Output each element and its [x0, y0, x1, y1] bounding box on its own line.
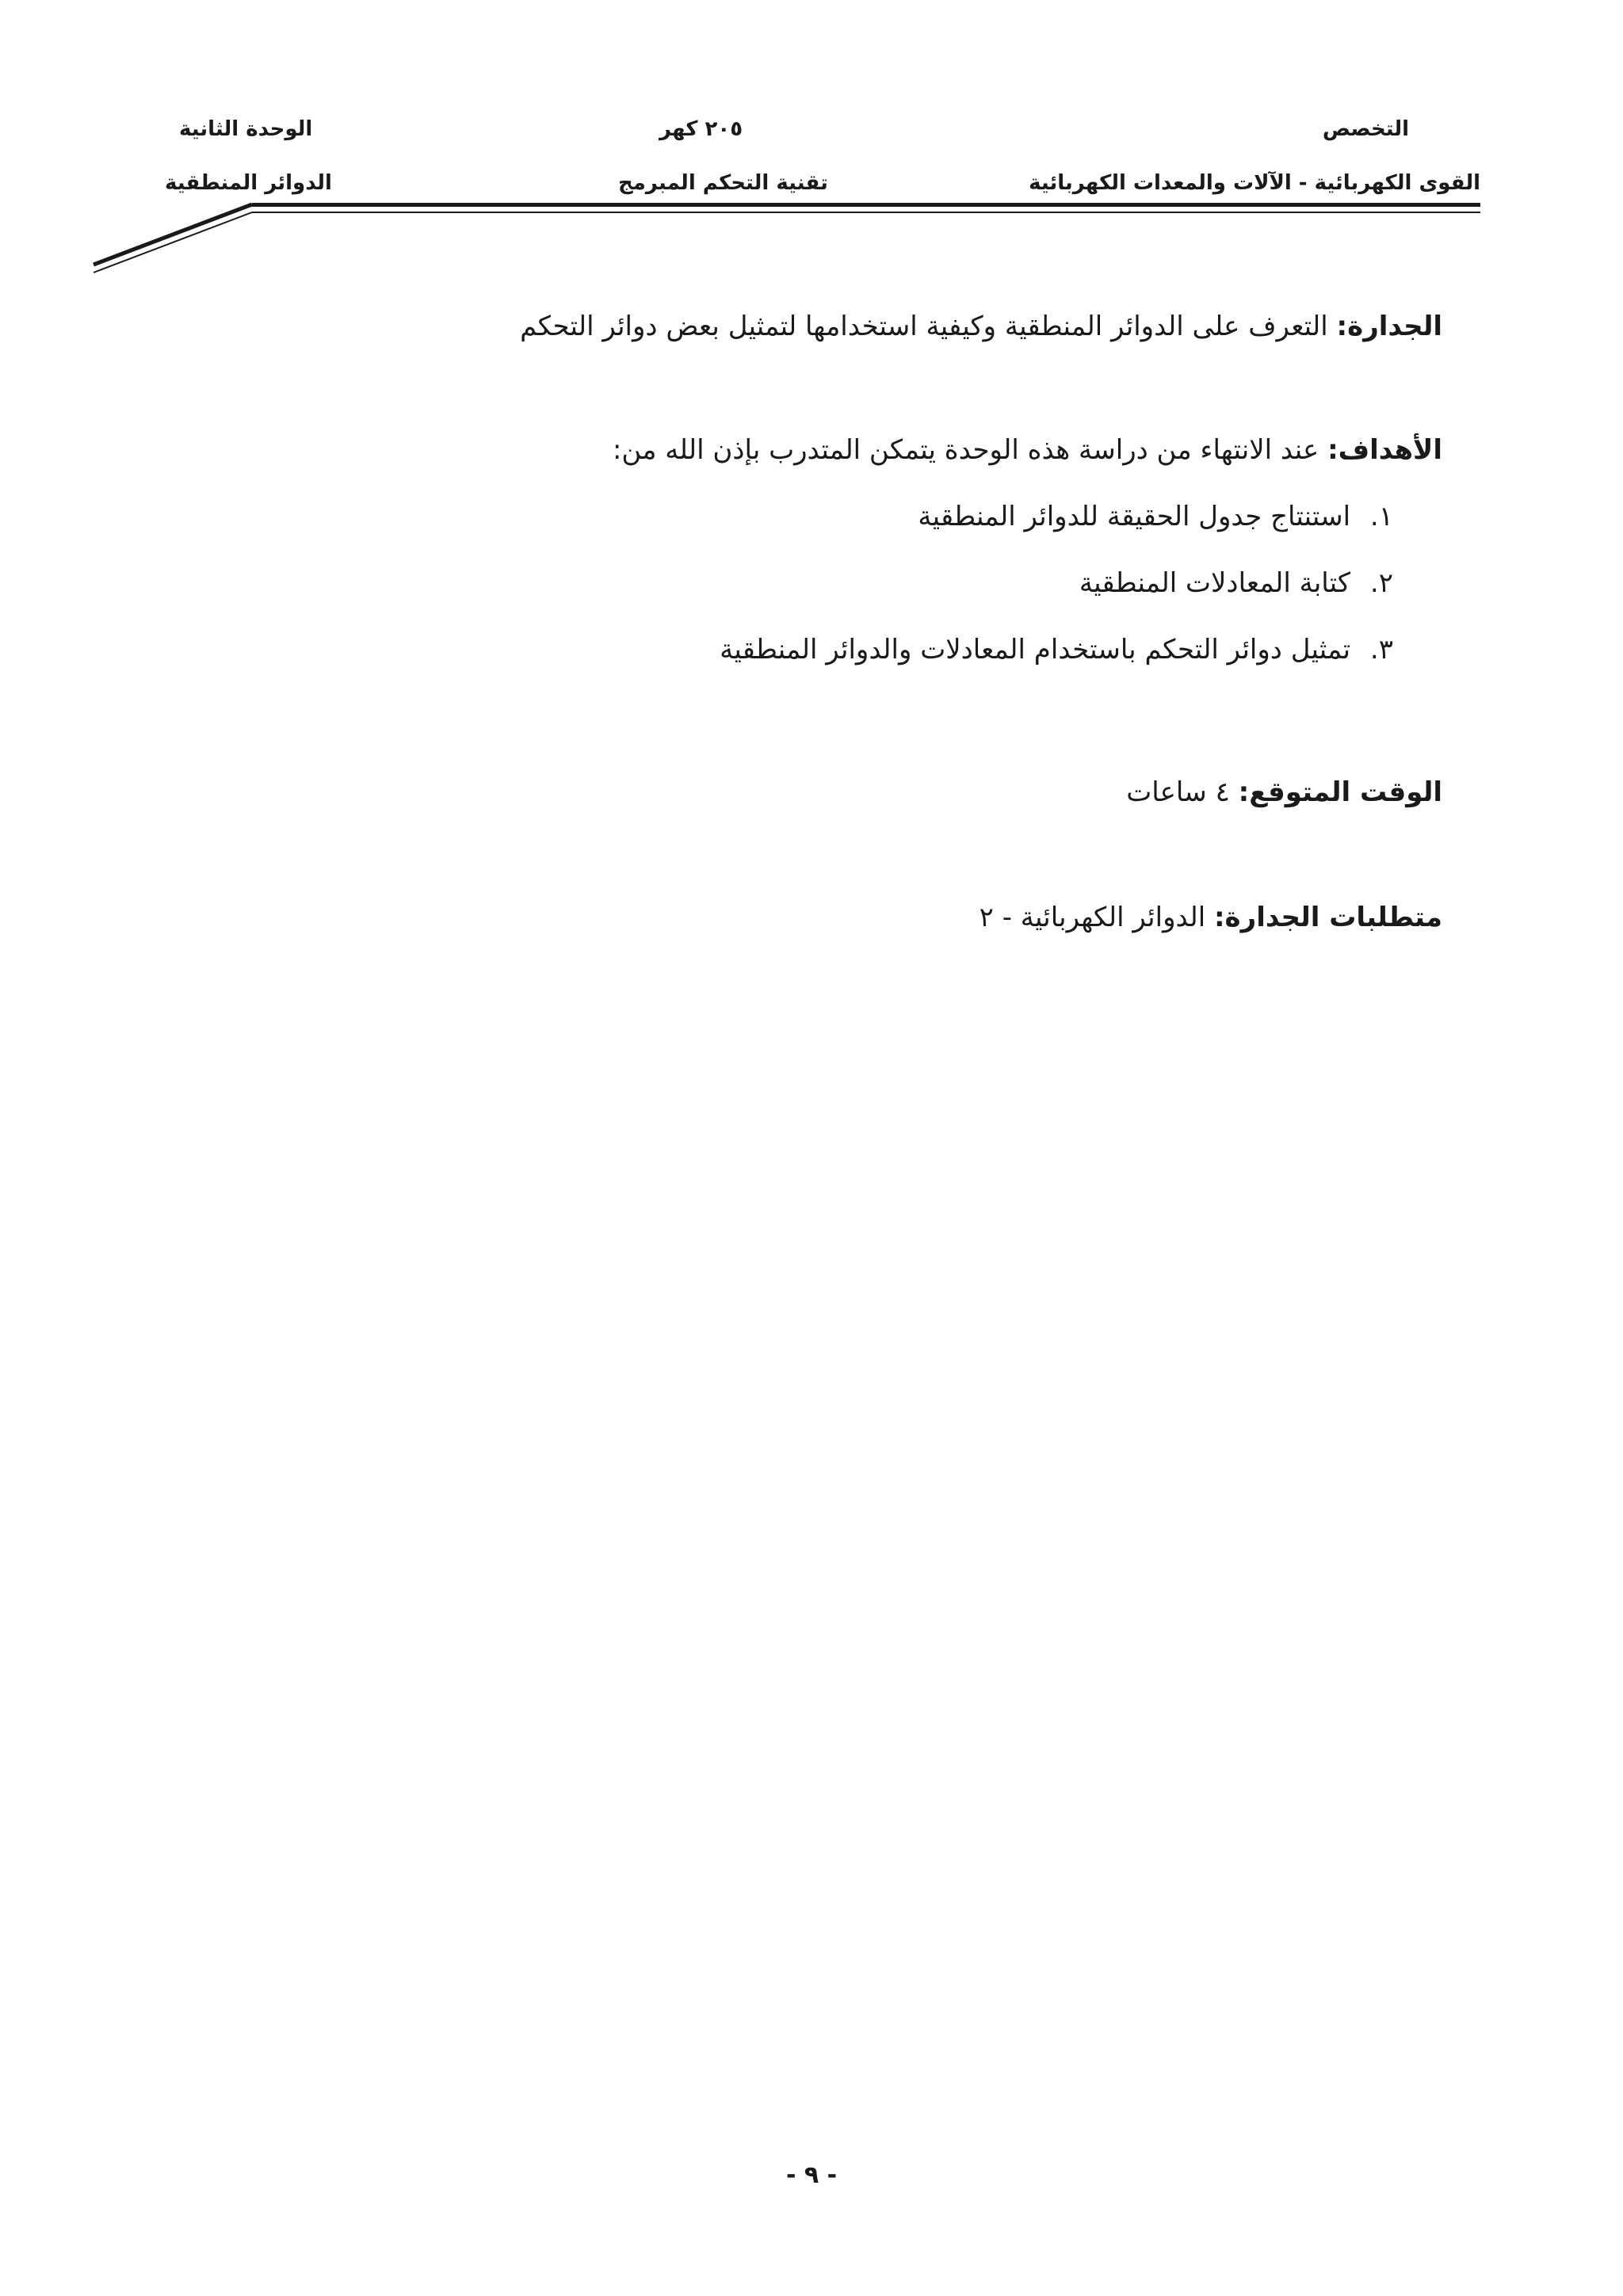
- competency-label: الجدارة:: [1336, 311, 1442, 342]
- competency-text: التعرف على الدوائر المنطقية وكيفية استخدامها لتمثيل بعض دوائر التحكم: [520, 311, 1328, 342]
- objective-item-1: [918, 501, 1393, 533]
- specialty-label: التخصص: [1322, 117, 1409, 141]
- objective-number: ٢.: [1369, 567, 1393, 599]
- prerequisites-text: الدوائر الكهربائية - ٢: [979, 902, 1206, 933]
- unit-number: الوحدة الثانية: [179, 117, 313, 141]
- header-slant-decoration: [0, 0, 1623, 285]
- objective-item-3: [720, 634, 1393, 666]
- unit-title: الدوائر المنطقية: [165, 171, 332, 195]
- objective-number: ١.: [1369, 501, 1393, 532]
- prerequisites-label: متطلبات الجدارة:: [1213, 902, 1442, 933]
- expected-time-label: الوقت المتوقع:: [1238, 776, 1442, 808]
- objective-text: كتابة المعادلات المنطقية: [1079, 567, 1351, 599]
- objectives-label: الأهداف:: [1327, 434, 1442, 466]
- objective-text: تمثيل دوائر التحكم باستخدام المعادلات والدوائر المنطقية: [720, 634, 1351, 666]
- expected-time-line: [1126, 776, 1442, 809]
- prerequisites-line: [980, 902, 1442, 934]
- objective-text: استنتاج جدول الحقيقة للدوائر المنطقية: [918, 501, 1351, 532]
- course-name: تقنية التحكم المبرمج: [618, 171, 828, 195]
- objective-number: ٣.: [1369, 634, 1393, 666]
- objective-item-2: [1079, 567, 1393, 600]
- objectives-intro: عند الانتهاء من دراسة هذه الوحدة يتمكن المتدرب بإذن الله من:: [612, 434, 1319, 466]
- competency-line: [520, 311, 1442, 343]
- specialty-value: القوى الكهربائية - الآلات والمعدات الكهربائية: [1029, 171, 1480, 195]
- objectives-line: [613, 434, 1442, 467]
- page-number: - ٩ -: [785, 2161, 838, 2189]
- course-code: ٢٠٥ كهر: [659, 117, 743, 141]
- expected-time-text: ٤ ساعات: [1126, 776, 1230, 808]
